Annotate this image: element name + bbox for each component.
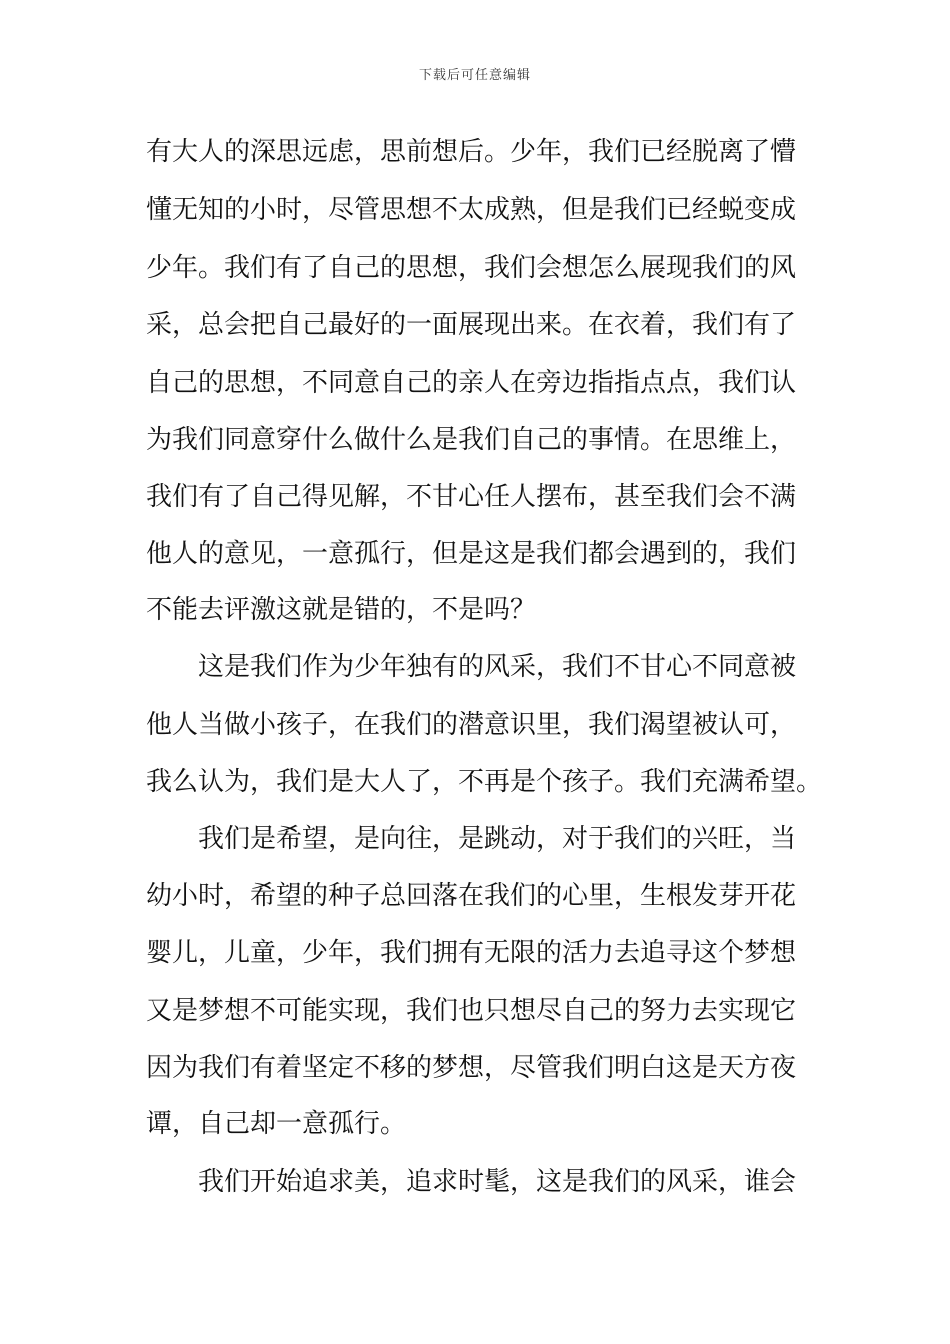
text-line: 少年。我们有了自己的思想，我们会想怎么展现我们的风 [146,253,797,283]
text-line: 他人的意见，一意孤行，但是这是我们都会遇到的，我们 [146,539,797,569]
page-header: 下载后可任意编辑 [418,68,531,83]
text-line: 又是梦想不可能实现，我们也只想尽自己的努力去实现它 [146,996,797,1026]
text-line: 采，总会把自己最好的一面展现出来。在衣着，我们有了 [146,310,797,340]
text-line: 我们是希望，是向往，是跳动，对于我们的兴旺，当 [198,824,797,854]
text-line: 我们开始追求美，追求时髦，这是我们的风采，谁会 [198,1167,797,1197]
text-line: 谭，自己却一意孤行。 [146,1109,407,1139]
text-line: 这是我们作为少年独有的风采，我们不甘心不同意被 [198,652,797,682]
text-line: 婴儿，儿童，少年，我们拥有无限的活力去追寻这个梦想 [146,938,797,968]
text-line: 为我们同意穿什么做什么是我们自己的事情。在思维上， [146,425,797,455]
text-line: 有大人的深思远虑，思前想后。少年，我们已经脱离了懵 [146,137,797,167]
text-line: 幼小时，希望的种子总回落在我们的心里，生根发芽开花 [146,881,797,911]
text-line: 因为我们有着坚定不移的梦想，尽管我们明白这是天方夜 [146,1053,797,1083]
text-line: 他人当做小孩子，在我们的潜意识里，我们渴望被认可， [146,710,797,740]
text-line: 自己的思想，不同意自己的亲人在旁边指指点点，我们认 [146,368,797,398]
text-line: 我么认为，我们是大人了，不再是个孩子。我们充满希望。 [146,767,823,797]
text-line: 懂无知的小时，尽管思想不太成熟，但是我们已经蜕变成 [146,195,797,225]
text-line: 我们有了自己得见解，不甘心任人摆布，甚至我们会不满 [146,482,797,512]
text-line: 不能去评激这就是错的，不是吗？ [146,595,537,625]
